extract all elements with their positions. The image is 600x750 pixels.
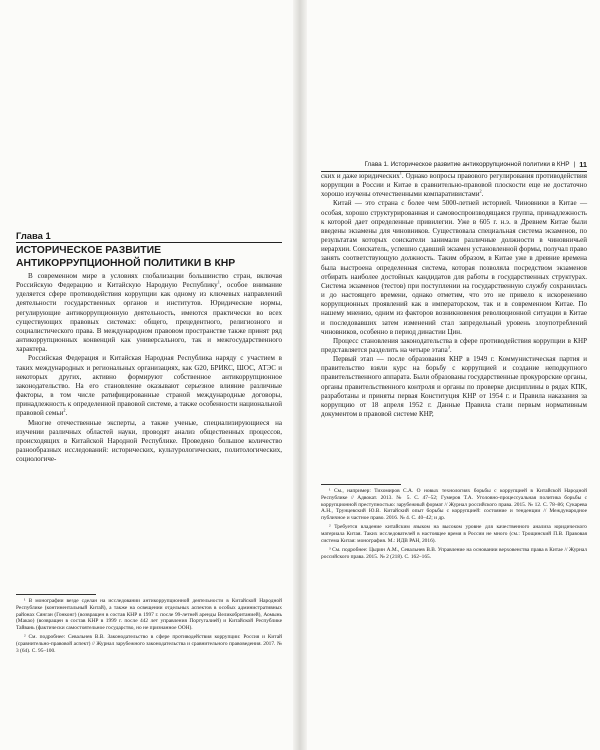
footnote: ¹ В монографии везде сделан на исследовании антикоррупционной деятельности в Китайской Народной Республике (континентальный Китай), а также на освещении отдельных аспектов в особых административных районах Сянган (Гонконг) (возвращен в состав КНР в 1997 г. после 99-летней аренды Великобританией), Аомынь (Макао) (возвращен в состав КНР в 1999 г. после 442 лет управления Португалией) и Китайской Республике Тайвань (фактически самостоятельное государство, но не признанное ООН).: [16, 598, 282, 631]
footnote-ref: 2: [63, 408, 66, 413]
paragraph-text: Китай — это страна с более чем 5000-летней историей. Чиновники в Китае — особая, хорошо структурированная и самовоспроизводящаяся группа, принадлежность к которой дает определенные привилегии. Уже в 605 г. н.э. в Древнем Китае были введены экзамены для чиновников. Существовала специальная система экзаменов, по результатам которых соискатели занимали различные должности в чиновничьей иерархии. Соискатель, успешно сдавший экзамен установленной формы, получал право занять соответствующую должность. Таким образом, в Китае уже в древние времена была выстроена определенная система, которая позволяла посредством экзаменов отбирать наиболее достойных кандидатов для работы в государственных структурах. Система экзаменов (тестов) при поступлении на государственную службу сохранилась и до настоящего времени, однако отметим, что это не привело к искоренению коррупционных проявлений как в императорском, так и в современном Китае. По нашему мнению, одним из факторов возникновения революционной ситуации в Китае и последовавших затем изменений стал запредельный уровень злоупотреблений чиновников, особенно в период династии Цин.: [321, 199, 587, 336]
footnote-ref: 1: [217, 279, 220, 285]
chapter-title: ИСТОРИЧЕСКОЕ РАЗВИТИЕ АНТИКОРРУПЦИОННОЙ ПОЛИТИКИ В КНР: [16, 245, 236, 269]
footnote-ref: 2: [479, 188, 482, 194]
page-number: 11: [579, 160, 587, 169]
paragraph-text: Первый этап — после образования КНР в 1949 г. Коммунистическая партия и правительство взяли курс на борьбу с коррупцией и создание неподкупного правительственного аппарата. Были образованы государственные прокурорские органы, органы правительственного контроля и органы по проверке дисциплины в рядах КПК, разработаны и приняты первая Конституция КНР от 1954 г. и Правила наказания за коррупцию от 18 апреля 1952 г. Данные Правила стали первым нормативным документом в правовой системе КНР,: [321, 355, 587, 419]
paragraph-text: . Однако вопросы правового регулирования противодействия коррупции в России и Китае в сравнительно-правовой плоскости еще не достаточно хорошо изучены отечественными компаративистами: [321, 172, 587, 199]
paragraph-text: , особое внимание уделяется сфере противодействия коррупции как одному из ключевых направлений деятельности государственных органов и институтов. Юридические нормы, регулирующие антикоррупционную деятельность, имеются практически во всех существующих правовых системах: общего, прецедентного, религиозного и социалистического права. В международном правовом пространстве также принят ряд антикоррупционных конвенций как универсального, так и межгосударственного характера.: [16, 281, 282, 354]
paragraph-text: Многие отечественные эксперты, а также ученые, специализирующиеся на изучении различных областей науки, проводят анализ общественных процессов, происходящих в Китайской Народной Республике. Проведено большое количество разнообразных исследований: исторических, культурологических, политологических, социологиче-: [16, 418, 282, 464]
footnote-ref: 1: [399, 170, 402, 176]
paragraph-text: Российская Федерация и Китайская Народная Республика наряду с участием в таких международных и региональных организациях, как G20, БРИКС, ШОС, АТЭС и некоторых других, активно формируют собственное антикоррупционное законодательство. На его становление оказывают серьезное влияние различные факторы, в том числе ратифицированные страной международные договоры, принадлежность к определенной правовой системе, а также особенности национальной правовой семьи: [16, 354, 282, 418]
left-footnotes: [16, 598, 282, 657]
book-gutter: [293, 0, 307, 750]
footnote-ref: 3: [447, 344, 450, 350]
left-page: [16, 0, 282, 750]
left-footnote-rule: [16, 594, 96, 595]
paragraph-text: .: [65, 409, 68, 418]
paragraph: [16, 272, 282, 354]
chapter-rule: [16, 242, 282, 243]
footnote: ¹ См., например: Тихомиров С.А. О новых технологиях борьбы с коррупцией в Китайской Народной Республике // Адвокат. 2013. № 5. С. 47–52; Гумеров Т.А. Уголовно-процессуальная политика борьбы с коррупционной преступностью: зарубежный формат // Журнал российского права. 2015. № 12. С. 78–86; Сукарева А.Н., Трунцевский Ю.В. Китайский опыт борьбы с коррупцией: состояние и тенденции // Международное публичное и частное право. 2016. № 4. С. 40–42; и др.: [321, 488, 587, 521]
paragraph: [16, 419, 282, 465]
paragraph: [321, 337, 587, 355]
header-separator: |: [573, 161, 576, 168]
left-body-text: [16, 272, 282, 464]
paragraph-text: ских и даже юридических: [321, 172, 400, 180]
footnote: ² Требуется владение китайским языком на высоком уровне для качественного анализа юридического материала Китая. Таких исследователей в настоящее время в России не много (см.: Трощинский П.В. Правовая система Китая: монография. М.: ИДВ РАН, 2016).: [321, 524, 587, 544]
paragraph-text: .: [449, 345, 452, 354]
paragraph-text: .: [481, 190, 484, 199]
running-header: [321, 160, 587, 172]
right-footnote-rule: [321, 484, 401, 485]
right-body-text: [321, 172, 587, 419]
paragraph-text: В современном мире в условиях глобализации большинство стран, включая Российскую Федерацию и Китайскую Народную Республику: [16, 272, 282, 290]
right-footnotes: [321, 488, 587, 563]
paragraph: [321, 172, 587, 199]
chapter-heading: [16, 230, 282, 270]
chapter-label: Глава 1: [16, 230, 51, 241]
paragraph-text: Процесс становления законодательства в сфере противодействия коррупции в КНР представляется разделить на четыре этапа: [321, 336, 587, 354]
footnote: ³ См. подробнее: Цырин А.М., Севальнев В.В. Управление на основании верховенства права в Китае // Журнал российского права. 2015. № 2 (218). С. 162–165.: [321, 547, 587, 560]
paragraph: [16, 354, 282, 418]
right-page: [321, 0, 587, 750]
paragraph: [321, 355, 587, 419]
paragraph: [321, 199, 587, 336]
footnote: ² См. подробнее: Севальнев В.В. Законодательство в сфере противодействия коррупции: Россия и Китай (сравнительно-правовой аспект) // Журнал зарубежного законодательства и сравнительного правоведения. 2017. № 3 (64). С. 95–100.: [16, 634, 282, 654]
running-title: Глава 1. Историческое развитие антикоррупционной политики в КНР: [364, 161, 570, 168]
